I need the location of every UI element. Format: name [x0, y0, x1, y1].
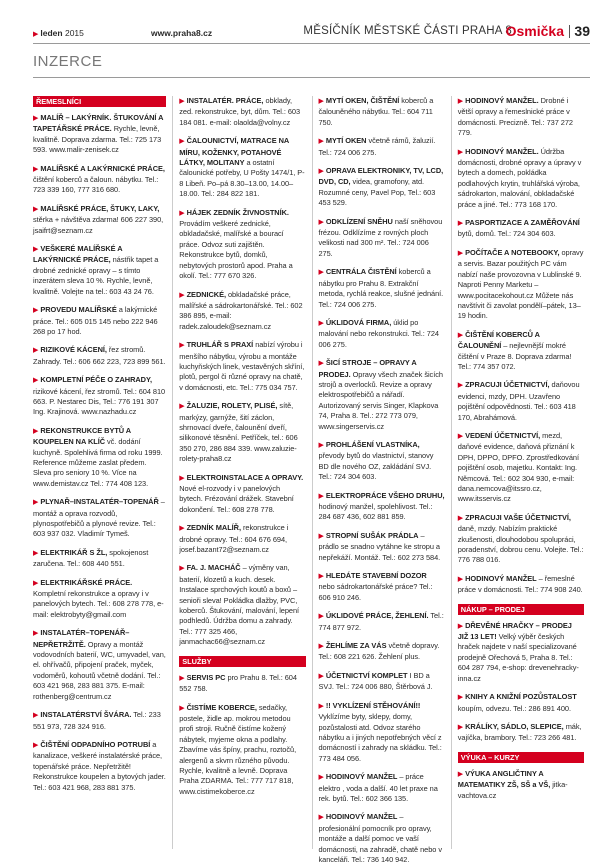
ad-title: PASPORTIZACE A ZAMĚŘOVÁNÍ — [465, 218, 580, 228]
ad-title: HODINOVÝ MANŽEL — [325, 772, 398, 782]
publication-title: MĚSÍČNÍK MĚSTSKÉ ČÁSTI PRAHA 8 — [303, 25, 512, 37]
classified-ad — [319, 267, 445, 310]
arrow-icon: ▶ — [179, 138, 185, 146]
arrow-icon: ▶ — [457, 148, 464, 156]
arrow-icon: ▶ — [33, 205, 39, 213]
category-header: NÁKUP – PRODEJ — [458, 604, 584, 615]
ad-body: Opravy a montáž vodovodních baterií, WC, umyvadel, van, el. ohřívačů, připojení praček, myček, vodoměrů, kohoutů včetně dodání. Tel.: 603 421 968, 283 881 375. E-mail: rothenberg@centrum.cz — [33, 639, 166, 701]
arrow-icon: ▶ — [457, 432, 464, 440]
arrow-icon: ▶ — [33, 549, 39, 557]
arrow-icon: ▶ — [318, 643, 324, 651]
ad-body: a ostatní čalounické potřeby, U Pošty 1474/1, P-8 Libeň. Po–pá 8.30–13.00, 14.00–18.00. Tel.: 284 822 181. — [179, 158, 305, 199]
classified-ad — [319, 701, 445, 764]
ad-title: REKONSTRUKCE BYTŮ A KOUPELEN NA KLÍČ — [33, 425, 131, 447]
ad-body: Kompletní rekonstrukce a opravy i v panelových bytech. Tel.: 608 278 778, e-mail: elektrobyty@gmail.com — [33, 589, 164, 619]
arrow-icon: ▶ — [33, 307, 39, 315]
arrow-icon: ▶ — [179, 403, 185, 411]
ad-body: – profesionální pomocník pro opravy, montáže a další pomoc ve vaší domácnosti, na zahradě, chatě nebo v kanceláři. Tel.: 736 140 942. — [318, 812, 443, 864]
ad-title: HODINOVÝ MANŽEL — [465, 573, 537, 583]
ad-body: videa, gramofony, atd. Rozumné ceny, Pavel Pop, Tel.: 603 453 529. — [318, 177, 436, 208]
classified-ad — [319, 671, 445, 693]
arrow-icon: ▶ — [179, 209, 185, 217]
category-header: VÝUKA – KURZY — [458, 752, 584, 763]
ad-title: ZEDNÍK MALÍŘ, — [186, 523, 241, 533]
brand-logo: Osmička — [505, 23, 564, 39]
classified-ad — [179, 473, 305, 516]
arrow-icon: ▶ — [318, 492, 324, 500]
classified-ad — [33, 628, 166, 702]
ad-body: bytů, domů. Tel.: 724 304 603. — [457, 229, 556, 239]
section-title: INZERCE — [33, 50, 590, 78]
ad-body: spokojenost zaručena. Tel.: 608 440 551. — [33, 547, 149, 569]
ad-body: stěrka + návštěva zdarma! 606 227 390, jsaifrt@seznam.cz — [33, 215, 164, 235]
ad-title: STROPNÍ SUŠÁK PRÁDLA — [325, 530, 419, 540]
ad-title: INSTALATÉR. PRÁCE, — [186, 96, 264, 105]
classified-ad — [458, 513, 584, 566]
ad-title: ČISTÍME KOBERCE, — [186, 702, 257, 712]
ad-title: VEŠKERÉ MALÍŘSKÉ A LAKÝRNICKÉ PRÁCE, — [33, 244, 123, 265]
arrow-icon: ▶ — [33, 630, 39, 638]
ad-body: opravy a servis. Bazar použitých PC vám nabízí naše provozovna v Lublinské 9. Naproti Penny Marketu – www.pocitacekohout.cz Můžete nás navštívit či zavolat pondělí–pátek, 13–19 hodin. — [457, 247, 584, 321]
ad-body: Nové el-rozvody i v panelových bytech. Frézování drážek. Stavební dokončení. Tel.: 608 278 778. — [179, 484, 294, 514]
ad-title: KRÁLÍKY, SÁDLO, SLEPICE, — [465, 721, 564, 731]
classified-ad — [319, 571, 445, 603]
arrow-icon: ▶ — [33, 347, 39, 355]
classified-ad — [458, 769, 584, 801]
ad-body: a lakýrnické práce. Tel.: 605 015 145 nebo 222 946 268 po 17 hod. — [33, 305, 158, 336]
ad-body: I BD a SVJ. Tel.: 724 006 880, Štěrbová J. — [318, 670, 433, 692]
ad-body: – výměny van, baterií, klozetů a kuch. desek. Instalace sprchových koutů a boxů – senioři sleva! Pokládka dlažby, PVC, koberců. Štukování, malování, lepení podhledů. Údržba domu a zahrady. Tel.: 777 325 466, janmachac66@seznam.cz — [179, 563, 300, 647]
ad-title: ŠICÍ STROJE – OPRAVY A PRODEJ. — [318, 358, 417, 379]
ad-body: Tel.: 233 551 973, 728 324 916. — [33, 710, 161, 731]
ad-body: sedačky, postele, židle ap. mokrou metodou profi stroji. Ručně čistíme kožený nábytek, myjeme okna a podlahy. Zbavíme vás špíny, prachu, roztočů, alergenů a skvrn různého původu. Rychle, kvalitně a levně. Doprava Praha ZDARMA. Tel.: 777 717 818, www.cistimekoberce.cz — [179, 702, 297, 796]
ad-body: rizikové kácení, řez stromů. Tel.: 604 810 663. P. Nestarec Dis, Tel.: 776 191 307 Ing. Krajinová. www.nazhadu.cz — [33, 386, 166, 417]
ad-body: naší sněhovou frézou. Odklízíme z rovných ploch velikosti nad 300 m². Tel.: 724 006 275. — [318, 216, 443, 258]
ad-body: – řemeslné práce v domácnosti. Tel.: 774 908 240. — [457, 573, 583, 595]
website-link[interactable]: www.praha8.cz — [151, 28, 213, 38]
classified-ad — [319, 531, 445, 563]
classified-ad — [33, 375, 166, 418]
ad-body: sítě, markýzy, garnýže, šití záclon, shrnovací dveře, čalounění dveří, silikonové těsnění. Petříček, tel.: 606 350 270, 286 884 339. www.zaluzie-rolety-praha8.cz — [179, 401, 298, 464]
ad-body: koberců a nábytku pro Prahu 8. Extrakční metoda, rychlá reakce, slušné jednání. Tel.: 724 006 275. — [318, 267, 444, 309]
arrow-icon: ▶ — [179, 342, 185, 350]
ad-body: včetně rámů, žaluzií. Tel.: 724 006 275. — [318, 136, 436, 157]
ad-title: MYTÍ OKEN, ČIŠTĚNÍ — [325, 96, 400, 105]
arrow-icon: ▶ — [318, 613, 324, 621]
ad-title: ÚČETNICTVÍ KOMPLET — [325, 670, 408, 680]
classified-ad — [179, 673, 305, 695]
ad-body: obklady, zed. rekonstrukce, byt, dům. Tel.: 603 184 081. e-mail: olaolda@volny.cz — [179, 96, 301, 127]
classified-ad — [179, 703, 305, 798]
ad-body: řez stromů. Zahrady. Tel.: 606 662 223, 723 899 561. — [33, 345, 166, 366]
ad-title: POČÍTAČE A NOTEBOOKY, — [465, 247, 560, 257]
ad-body: Velký výběr českých hraček najdete v naší specializované prodejně Ořechová 5, Praha 8. Tel.: 604 287 794, e-shop: drevenehracky-inna.cz — [457, 632, 579, 683]
classified-ad — [33, 710, 166, 732]
ad-body: daňovou evidenci, mzdy, DPH. Uzavřeno pojištění odpovědnosti. Tel.: 603 418 170, Abrahámová. — [457, 380, 580, 422]
ad-body: úklid po malování nebo rekonstrukci. Tel.: 724 006 275. — [318, 317, 439, 349]
arrow-icon: ▶ — [179, 525, 185, 533]
arrow-icon: ▶ — [33, 499, 39, 507]
ad-title: ODKLÍZENÍ SNĚHU — [325, 216, 393, 226]
classified-ad — [458, 330, 584, 373]
arrow-icon: ▶ — [33, 31, 39, 38]
ad-body: včetně dopravy. Tel.: 608 221 626. Žehlení plus. — [318, 641, 440, 662]
arrow-icon: ▶ — [33, 165, 39, 173]
ad-title: ČIŠTĚNÍ KOBERCŮ A ČALOUNĚNÍ — [457, 329, 540, 351]
classified-ad — [458, 621, 584, 684]
ad-title: VÝUKA ANGLIČTINY A MATEMATIKY ZŠ, SŠ a VŠ, — [457, 768, 551, 790]
arrow-icon: ▶ — [318, 573, 324, 581]
classified-ad — [319, 318, 445, 350]
classified-ad — [319, 358, 445, 432]
arrow-icon: ▶ — [318, 532, 324, 540]
column-1 — [33, 96, 172, 849]
ad-title: !! VYKLÍZENÍ STĚHOVÁNÍ!! — [325, 700, 421, 710]
arrow-icon: ▶ — [179, 474, 185, 482]
arrow-icon: ▶ — [318, 774, 324, 782]
arrow-icon: ▶ — [179, 98, 185, 105]
column-2 — [172, 96, 311, 849]
arrow-icon: ▶ — [318, 702, 324, 710]
ad-title: DŘEVĚNÉ HRAČKY – PRODEJ JIŽ 13 LET! — [457, 620, 572, 642]
category-header: SLUŽBY — [179, 656, 305, 667]
ad-title: ELEKTROINSTALACE A OPRAVY. — [186, 472, 304, 482]
ad-body: obkladačské práce, malířské a sádrokartonářské. Tel.: 602 386 895, e-mail: radek.zaloudek@seznam.cz — [179, 289, 303, 331]
arrow-icon: ▶ — [457, 694, 464, 702]
classified-ad — [33, 345, 166, 367]
arrow-icon: ▶ — [318, 269, 324, 277]
arrow-icon: ▶ — [457, 331, 464, 339]
classified-ad — [458, 218, 584, 240]
arrow-icon: ▶ — [179, 291, 185, 299]
arrow-icon: ▶ — [457, 770, 464, 778]
arrow-icon: ▶ — [33, 712, 39, 720]
ad-title: PROHLÁŠENÍ VLASTNÍKA, — [325, 439, 420, 449]
ad-body: Opravy všech značek šicích strojů a overlocků. Revize a opravy elektrospotřebičů a nářadí. Autorizovaný servis Singer, Klapkova 74, Praha 8. Tel.: 272 773 079, www.singerservis.cz — [318, 369, 443, 431]
ad-title: HODINOVÝ MANŽEL — [325, 812, 398, 822]
ad-body: Údržba domácnosti, drobné opravy a úpravy v bytech a domech, pokládka podlahových krytin, truhlářská výroba, sádrokarton, malování, obkladačské práce a jiné. Tel.: 773 168 170. — [457, 146, 582, 209]
category-header: ŘEMESLNÍCI — [33, 96, 166, 107]
classifieds-columns — [33, 96, 590, 864]
ad-title: CENTRÁLA ČISTĚNÍ — [325, 267, 397, 277]
ad-body: převody bytů do vlastnictví, stanovy BD dle nového OZ, zakládání SVJ. Tel.: 724 304 603. — [318, 451, 434, 482]
ad-body: rekonstrukce i drobné opravy. Tel.: 604 676 694, josef.bazant72@seznam.cz — [179, 523, 289, 555]
arrow-icon: ▶ — [457, 575, 464, 583]
classified-ad — [458, 722, 584, 744]
ad-body: pro Prahu 8. Tel.: 604 552 758. — [179, 672, 297, 694]
ad-body: Tel.: 774 877 972. — [318, 611, 444, 632]
classified-ad — [179, 401, 305, 464]
ad-title: HÁJEK ZEDNÍK ŽIVNOSTNÍK. — [186, 207, 289, 217]
ad-title: ELEKTRIKÁŘSKÉ PRÁCE. — [40, 577, 133, 587]
ad-title: MALÍŘSKÉ PRÁCE, ŠTUKY, LAKY, — [40, 203, 160, 213]
ad-body: mák, vajíčka, brambory. Tel.: 723 266 481. — [457, 721, 582, 743]
ad-title: MYTÍ OKEN — [325, 136, 367, 146]
ad-title: MALÍŘSKÉ A LAKÝRNICKÉ PRÁCE, — [40, 163, 165, 173]
classified-ad — [179, 136, 305, 199]
ad-body: Vyklízíme byty, sklepy, domy, pozůstalosti atd. Odvoz starého nábytku a i jiných nepotřebných věcí z domácností i zahrady na skládku. Tel.: 773 484 056. — [318, 712, 442, 763]
ad-title: ZEDNICKÉ, — [186, 289, 226, 299]
classified-ad — [458, 96, 584, 139]
ad-title: ČIŠTĚNÍ ODPADNÍHO POTRUBÍ — [40, 739, 151, 749]
classified-ad — [179, 340, 305, 393]
arrow-icon: ▶ — [457, 98, 464, 105]
ad-title: PLYNAŘ–INSTALATÉR–TOPENÁŘ — [40, 497, 159, 507]
ad-title: ZPRACUJI ÚČETNICTVÍ, — [465, 380, 550, 390]
ad-title: KNIHY A KNIŽNÍ POZŮSTALOST — [465, 692, 577, 702]
ad-title: ÚKLIDOVÉ PRÁCE, ŽEHLENÍ. — [325, 611, 429, 621]
arrow-icon: ▶ — [318, 319, 324, 327]
classified-ad — [319, 217, 445, 260]
classified-ad — [458, 574, 584, 596]
arrow-icon: ▶ — [457, 220, 464, 228]
ad-body: – nejlevnější mokré čištění v Praze 8. Doprava zdarma! Tel.: 774 357 072. — [457, 341, 572, 371]
classified-ad — [33, 244, 166, 297]
ad-body: Provádím veškeré zednické, obkladačské, malířské a bourací práce. Odvoz suti zajištěn. Rekonstrukce bytů, domků, nebytových prostorů apod. Praha a okolí. Tel.: 777 670 326. — [179, 219, 293, 281]
classified-ad — [33, 113, 166, 156]
arrow-icon: ▶ — [318, 672, 324, 680]
ad-body: jitka-vachtova.cz — [457, 780, 568, 800]
classified-ad — [33, 578, 166, 621]
ad-title: ELEKTROPRÁCE VŠEHO DRUHU, — [325, 490, 445, 500]
classified-ad — [319, 136, 445, 158]
classified-ad — [458, 431, 584, 505]
ad-body: čištění koberců a čaloun. nábytku. Tel.: 723 339 160, 777 316 680. — [33, 175, 159, 195]
ad-title: RIZIKOVÉ KÁCENÍ, — [40, 345, 107, 355]
arrow-icon: ▶ — [179, 674, 185, 682]
ad-body: nebo sádrokartonářské práce? Tel.: 606 910 246. — [318, 582, 433, 602]
classified-ad — [319, 440, 445, 483]
ad-title: MALÍŘ – LAKÝRNÍK. ŠTUKOVÁNÍ A TAPETÁŘSKÉ PRÁCE. — [33, 113, 164, 134]
classified-ad — [179, 563, 305, 647]
arrow-icon: ▶ — [318, 441, 324, 449]
arrow-icon: ▶ — [33, 579, 39, 587]
ad-title: KOMPLETNÍ PÉČE O ZAHRADY, — [40, 375, 153, 385]
classified-ad — [33, 164, 166, 196]
ad-body: mezd, daňové evidence, daňová přiznání k DPH, DPPO, DPFO. Zprostředkování pojištění osob, majetku. Kontakt: Ing. Němcová. Tel.: 602 304 930, e-mail: dana.nemcova@itssro.cz, www.itsservis.cz — [457, 430, 579, 504]
classified-ad — [458, 248, 584, 322]
arrow-icon: ▶ — [457, 622, 464, 630]
ad-body: vč. dodání kuchyně. Spolehlivá firma od roku 1999. Reference můžeme zaslat předem. Sleva pro seniory 10 %. Více na www.demistav.cz Tel.: 774 408 123. — [33, 437, 163, 488]
ad-title: ELEKTRIKÁŘ S ŽL, — [40, 547, 108, 557]
ad-title: ČALOUNICTVÍ, MATRACE NA MÍRU, KOŽENKY, POTAHOVÉ LÁTKY, MOLITANY — [179, 136, 289, 168]
ad-title: SERVIS PC — [186, 672, 226, 682]
classified-ad — [179, 290, 305, 333]
ad-title: ŽALUZIE, ROLETY, PLISÉ, — [186, 401, 278, 411]
classified-ad — [33, 497, 166, 540]
ad-title: VEDENÍ ÚČETNICTVÍ, — [465, 430, 541, 440]
ad-body: a kanalizace, veškeré instalatérské práce, topenářské práce. Nepřetržitě! Rekonstrukce koupelen a bytových jader. Tel.: 603 421 968, 283 881 375. — [33, 739, 166, 792]
arrow-icon: ▶ — [33, 377, 39, 385]
ad-body: daně, mzdy. Nabízím praktické zkušenosti, dlouhodobou spolupráci, poradenství, dobrou cenu. Volejte. Tel.: 776 788 016. — [457, 524, 584, 565]
arrow-icon: ▶ — [318, 814, 324, 822]
ad-title: HODINOVÝ MANŽEL. — [465, 146, 539, 156]
classified-ad — [319, 166, 445, 209]
classified-ad — [319, 96, 445, 128]
ad-title: ŽEHLÍME ZA VÁS — [325, 641, 387, 651]
arrow-icon: ▶ — [318, 98, 324, 105]
arrow-icon: ▶ — [457, 723, 464, 731]
arrow-icon: ▶ — [33, 741, 39, 749]
arrow-icon: ▶ — [33, 115, 39, 122]
arrow-icon: ▶ — [33, 427, 39, 435]
classified-ad — [179, 523, 305, 555]
arrow-icon: ▶ — [318, 218, 324, 226]
ad-title: TRUHLÁŘ S PRAXÍ — [186, 340, 254, 350]
ad-title: INSTALATÉR–TOPENÁŘ–NEPŘETRŽITĚ. — [33, 628, 130, 649]
ad-title: OPRAVA ELEKTRONIKY, TV, LCD, DVD, CD, — [318, 166, 444, 187]
classified-ad — [319, 491, 445, 523]
classified-ad — [179, 96, 305, 128]
column-3 — [312, 96, 451, 864]
classified-ad — [458, 380, 584, 423]
ad-body: Rychle, levně, kvalitně. Doprava zdarma. Tel.: 725 173 593. www.malir-zenisek.cz — [33, 124, 162, 155]
issue-date: ▶ leden 2015 — [33, 28, 84, 38]
ad-title: INSTALATÉRSTVÍ ŠVÁRA. — [40, 710, 132, 720]
ad-title: PROVEDU MALÍŘSKÉ — [40, 305, 117, 315]
ad-title: HODINOVÝ MANŽEL. — [465, 96, 539, 105]
classified-ad — [319, 772, 445, 804]
arrow-icon: ▶ — [179, 565, 185, 573]
classified-ad — [33, 548, 166, 570]
ad-body: koberců a čalouněného nábytku. Tel.: 604 711 750. — [318, 96, 434, 127]
ad-title: HLEDÁTE STAVEBNÍ DOZOR — [325, 571, 427, 581]
arrow-icon: ▶ — [33, 246, 39, 254]
arrow-icon: ▶ — [318, 138, 324, 146]
classified-ad — [458, 147, 584, 210]
ad-body: – montáž a oprava rozvodů, plynospotřebičů a plynové revize. Tel.: 603 937 032. Vladimír Tymeš. — [33, 497, 165, 539]
arrow-icon: ▶ — [179, 704, 185, 712]
arrow-icon: ▶ — [457, 514, 464, 522]
ad-body: nabízí výrobu i menšího nábytku, výrobu a montáže kuchyňských linek, vestavěných skříní, plotů, pergol či různé opravy na chatě, v domácnosti, etc. Tel.: 775 034 757. — [179, 340, 305, 392]
classified-ad — [33, 305, 166, 337]
classified-ad — [179, 208, 305, 282]
page-header — [33, 24, 590, 44]
classified-ad — [33, 740, 166, 793]
page-number: 39 — [574, 23, 590, 39]
classified-ad — [33, 204, 166, 236]
arrow-icon: ▶ — [318, 360, 324, 368]
ad-body: – práce elektro , voda a další. 40 let praxe na rek. bytů. Tel.: 602 366 135. — [318, 772, 438, 803]
ad-body: koupím, odvezu. Tel.: 286 891 400. — [457, 703, 571, 713]
classified-ad — [319, 611, 445, 633]
classified-ad — [458, 692, 584, 714]
arrow-icon: ▶ — [318, 168, 324, 176]
ad-title: FA. J. MACHÁČ — [186, 563, 241, 573]
classified-ad — [319, 812, 445, 865]
ad-body: nástřik tapet a drobné zednické opravy – s tímto inzerátem sleva 10 %. Rychle, levně, kvalitně. Volejte na tel.: 603 43 24 76. — [33, 255, 159, 296]
classified-ad — [33, 426, 166, 489]
column-4 — [451, 96, 590, 849]
divider — [569, 25, 570, 38]
classified-ad — [319, 641, 445, 663]
ad-body: – prádlo se snadno vytáhne ke stropu a nepřekáží. Montáž. Tel.: 602 273 584. — [318, 530, 441, 562]
arrow-icon: ▶ — [457, 382, 464, 390]
ad-title: ZPRACUJI VAŠE ÚČETNICTVÍ, — [465, 512, 571, 522]
arrow-icon: ▶ — [457, 249, 464, 257]
ad-body: hodinový manžel, spolehlivost. Tel.: 284 687 436, 602 881 859. — [318, 502, 433, 522]
ad-title: ÚKLIDOVÁ FIRMA, — [325, 317, 392, 327]
ad-body: Drobné i větší opravy a řemeslnické práce v domácnosti. Precizně. Tel.: 737 272 779. — [457, 96, 573, 138]
